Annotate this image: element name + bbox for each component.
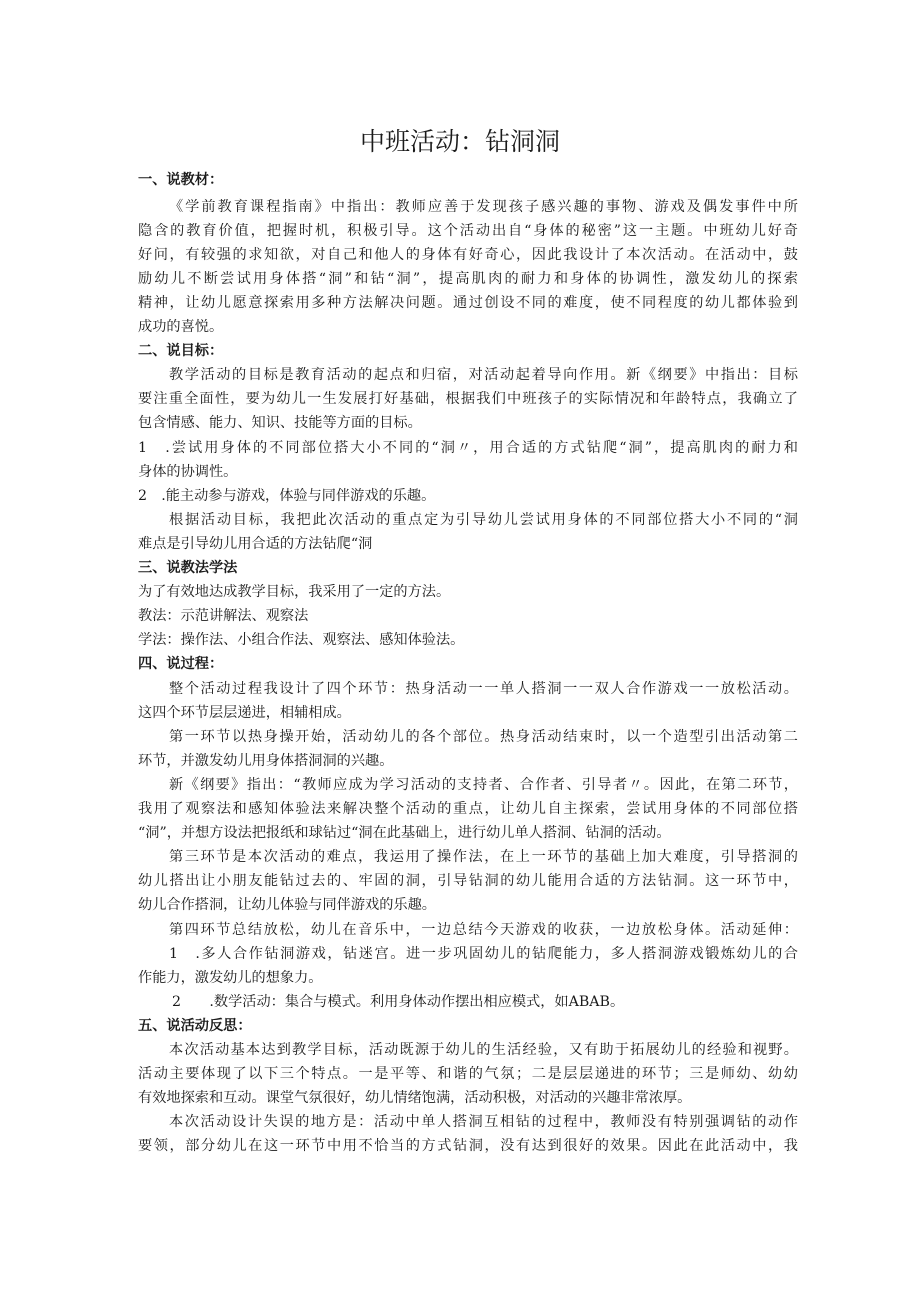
section-heading-reflection: 五、说活动反思： bbox=[138, 1018, 252, 1034]
paragraph-line: 教学活动的目标是教育活动的起点和归宿，对活动起着导向作用。新《纲要》中指出：目标 bbox=[169, 367, 798, 383]
paragraph-line: 第一环节以热身操开始，活动幼儿的各个部位。热身活动结束时，以一个造型引出活动第二 bbox=[169, 729, 798, 745]
paragraph-line: 整个活动过程我设计了四个环节：热身活动一一单人搭洞一一双人合作游戏一一放松活动。 bbox=[169, 681, 798, 697]
paragraph-line: 这四个环节层层递进，相辅相成。 bbox=[138, 705, 351, 721]
list-item: 2 .能主动参与游戏，体验与同伴游戏的乐趣。 bbox=[138, 488, 436, 504]
page-title: 中班活动：钻洞洞 bbox=[359, 127, 560, 156]
list-item: 1 .多人合作钻洞游戏，钻迷宫。进一步巩固幼儿的钻爬能力，多人搭洞游戏锻炼幼儿的合 bbox=[169, 946, 798, 962]
paragraph-line: 精神，让幼儿愿意探索用多种方法解决问题。通过创设不同的难度，使不同程度的幼儿都体验到 bbox=[138, 295, 798, 311]
list-item: 1 .尝试用身体的不同部位搭大小不同的“洞〃，用合适的方式钻爬“洞”，提高肌肉的耐力和 bbox=[138, 440, 798, 456]
paragraph-line: 第四环节总结放松，幼儿在音乐中，一边总结今天游戏的收获，一边放松身体。活动延伸： bbox=[169, 922, 798, 938]
paragraph-line: 有效地探索和互动。课堂气氛很好，幼儿情绪饱满，活动积极，对活动的兴趣非常浓厚。 bbox=[138, 1090, 692, 1106]
paragraph-line: 难点是引导幼儿用合适的方法钻爬“洞 bbox=[138, 536, 373, 552]
paragraph-line: 励幼儿不断尝试用身体搭“洞”和钻“洞”，提高肌肉的耐力和身体的协调性，激发幼儿的探索 bbox=[138, 271, 798, 287]
section-heading-process: 四、说过程： bbox=[138, 656, 224, 672]
paragraph-line: 身体的协调性。 bbox=[138, 464, 238, 480]
paragraph-line: 我用了观察法和感知体验法来解决整个活动的重点，让幼儿自主探索，尝试用身体的不同部位搭 bbox=[138, 801, 798, 817]
paragraph-line: 新《纲要》指出：“教师应成为学习活动的支持者、合作者、引导者〃。因此，在第二环节， bbox=[169, 777, 798, 793]
list-item: 2 .数学活动：集合与模式。利用身体动作摆出相应模式，如ABAB。 bbox=[172, 994, 625, 1010]
paragraph-line: 要领，部分幼儿在这一环节中用不恰当的方式钻洞，没有达到很好的效果。因此在此活动中，我 bbox=[138, 1138, 798, 1154]
section-heading-teaching-material: 一、说教材： bbox=[138, 172, 224, 188]
paragraph-line: 为了有效地达成教学目标，我采用了一定的方法。 bbox=[138, 584, 451, 600]
paragraph-line: 幼儿合作搭洞，让幼儿体验与同伴游戏的乐趣。 bbox=[138, 897, 436, 913]
paragraph-line: 活动主要体现了以下三个特点。一是平等、和谐的气氛；二是层层递进的环节；三是师幼、幼幼 bbox=[138, 1066, 798, 1082]
paragraph-line: 《学前教育课程指南》中指出：教师应善于发现孩子感兴趣的事物、游戏及偶发事件中所 bbox=[169, 199, 798, 215]
paragraph-line: 作能力，激发幼儿的想象力。 bbox=[138, 970, 323, 986]
paragraph-line: 成功的喜悦。 bbox=[138, 319, 224, 335]
paragraph-line: 教法：示范讲解法、观察法 bbox=[138, 608, 309, 624]
paragraph-line: 根据活动目标，我把此次活动的重点定为引导幼儿尝试用身体的不同部位搭大小不同的“洞 bbox=[169, 512, 798, 528]
paragraph-line: “洞”，并想方设法把报纸和球钻过“洞在此基础上，进行幼儿单人搭洞、钻洞的活动。 bbox=[138, 825, 671, 841]
section-heading-methods: 三、说教法学法 bbox=[138, 560, 238, 576]
paragraph-line: 包含情感、能力、知识、技能等方面的目标。 bbox=[138, 415, 422, 431]
paragraph-line: 隐含的教育价值，把握时机，积极引导。这个活动出自“身体的秘密”这一主题。中班幼儿好奇 bbox=[138, 223, 798, 239]
paragraph-line: 要注重全面性，要为幼儿一生发展打好基础，根据我们中班孩子的实际情况和年龄特点，我确立了 bbox=[138, 391, 798, 407]
paragraph-line: 好问，有较强的求知欲，对自己和他人的身体有好奇心，因此我设计了本次活动。在活动中，鼓 bbox=[138, 247, 798, 263]
paragraph-line: 环节，并激发幼儿用身体搭洞洞的兴趣。 bbox=[138, 753, 394, 769]
paragraph-line: 幼儿搭出让小朋友能钻过去的、牢固的洞，引导钻洞的幼儿能用合适的方法钻洞。这一环节中， bbox=[138, 873, 798, 889]
section-heading-goals: 二、说目标： bbox=[138, 343, 224, 359]
paragraph-line: 本次活动基本达到教学目标，活动既源于幼儿的生活经验，又有助于拓展幼儿的经验和视野。 bbox=[169, 1042, 798, 1058]
paragraph-line: 学法：操作法、小组合作法、观察法、感知体验法。 bbox=[138, 632, 465, 648]
paragraph-line: 第三环节是本次活动的难点，我运用了操作法，在上一环节的基础上加大难度，引导搭洞的 bbox=[169, 849, 798, 865]
paragraph-line: 本次活动设计失误的地方是：活动中单人搭洞互相钻的过程中，教师没有特别强调钻的动作 bbox=[169, 1114, 798, 1130]
